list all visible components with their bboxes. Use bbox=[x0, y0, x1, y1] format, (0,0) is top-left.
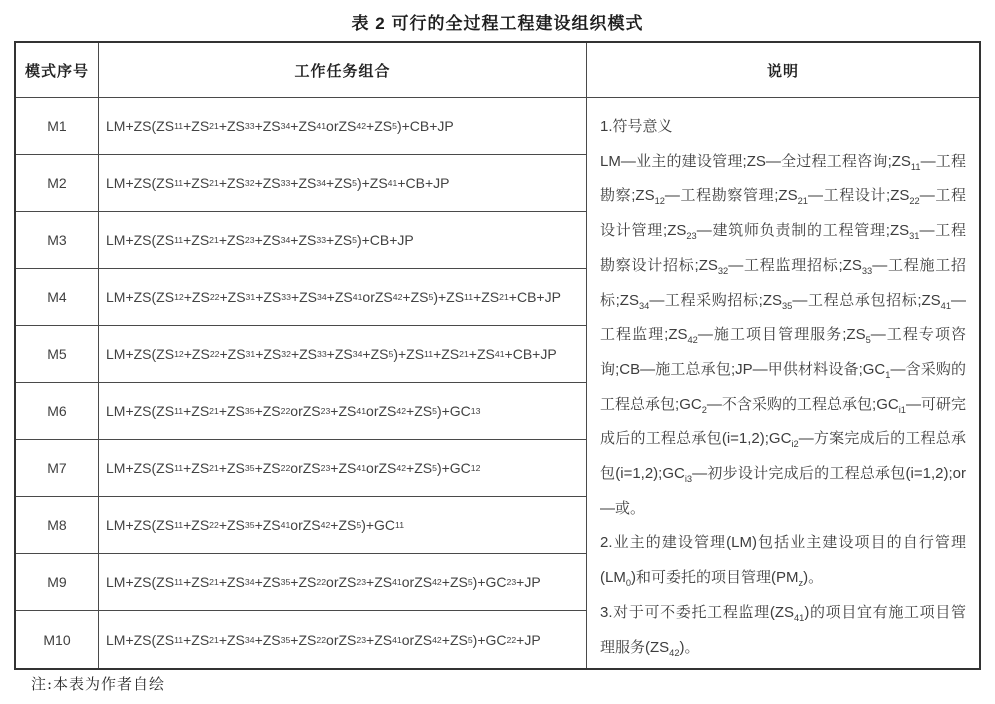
row-m4-id: M4 bbox=[16, 269, 99, 326]
row-m8-formula: LM+ZS(ZS 11 +ZS 22 +ZS 35 +ZS 41 orZS 42 +ZS 5 )+GC 11 bbox=[99, 497, 587, 554]
row-m10-id: M10 bbox=[16, 611, 99, 668]
row-m4-formula: LM+ZS(ZS 12 +ZS 22 +ZS 31 +ZS 33 +ZS 34 +ZS 41 orZS 42 +ZS 5 )+ZS 11 +ZS 21 +CB+JP bbox=[99, 269, 587, 326]
row-m9-id: M9 bbox=[16, 554, 99, 611]
row-m5-formula: LM+ZS(ZS 12 +ZS 22 +ZS 31 +ZS 32 +ZS 33 +ZS 34 +ZS 5 )+ZS 11 +ZS 21 +ZS 41 +CB+JP bbox=[99, 326, 587, 383]
note-symbol-definitions: LM—业主的建设管理;ZS—全过程工程咨询$;ZS_{11}—$工程勘察$;ZS_{12}—$工程勘察管理$;ZS_{21}—$工程设计$;ZS_{22}—$工程设计管理$;ZS_{23}—$建筑师负责制的工程管理$;ZS_{31}—$工程勘察设计招标$;ZS_{32}—$工程监理招标$;ZS_{33}—$工程施工招标$;ZS_{34}—$工程采购招标$;ZS_{35}—$工程总承包招标$;ZS_{41}—$工程监理$;ZS_{42}—$施工项目管理服务$;ZS_5—$工程专项咨询;CB—施工总承包;JP—甲供材料设备$;GC_1—$含采购的工程总承包$;GC_2—$不含采购的工程总承包$;GC_{i1}—$可研完成后的工程总承包$(i=1,2);GC_{i2}—$方案完成后的工程总承包$(i=1,2);GC_{i3}—$初步设计完成后的工程总承包(i=1,2);or—或。 bbox=[600, 152, 966, 517]
row-m1-id: M1 bbox=[16, 98, 99, 155]
row-m10-formula: LM+ZS(ZS 11 +ZS 21 +ZS 34 +ZS 35 +ZS 22 orZS 23 +ZS 41 orZS 42 +ZS 5 )+GC 22 +JP bbox=[99, 611, 587, 668]
note-symbols-heading: 1.符号意义 bbox=[600, 118, 673, 135]
table-title: 表 2 可行的全过程工程建设组织模式 bbox=[351, 14, 644, 33]
header-model-id: 模式序号 bbox=[16, 43, 99, 98]
row-m3-id: M3 bbox=[16, 212, 99, 269]
row-m2-id: M2 bbox=[16, 155, 99, 212]
row-m1-formula: LM+ZS(ZS 11 +ZS 21 +ZS 33 +ZS 34 +ZS 41 orZS 42 +ZS 5 )+CB+JP bbox=[99, 98, 587, 155]
note-owner-management: 2.业主的建设管理(LM)包括业主建设项目的自行管理$(LM_0)$和可委托的项目管理$(PM_z)$。 bbox=[600, 534, 966, 589]
row-m5-id: M5 bbox=[16, 326, 99, 383]
row-m7-id: M7 bbox=[16, 440, 99, 497]
row-m6-formula: LM+ZS(ZS 11 +ZS 21 +ZS 35 +ZS 22 orZS 23 +ZS 41 orZS 42 +ZS 5 )+GC 13 bbox=[99, 383, 587, 440]
author-footnote: 注:本表为作者自绘 bbox=[31, 675, 166, 693]
row-m9-formula: LM+ZS(ZS 11 +ZS 21 +ZS 34 +ZS 35 +ZS 22 orZS 23 +ZS 41 orZS 42 +ZS 5 )+GC 23 +JP bbox=[99, 554, 587, 611]
header-task-combination: 工作任务组合 bbox=[99, 43, 587, 98]
organization-mode-table bbox=[14, 41, 981, 670]
note-supervision: 3.对于可不委托工程监理$(ZS_{41})$的项目宜有施工项目管理服务$(ZS_{42})$。 bbox=[600, 603, 966, 658]
explanation-cell bbox=[587, 98, 979, 668]
row-m2-formula: LM+ZS(ZS 11 +ZS 21 +ZS 32 +ZS 33 +ZS 34 +ZS 5 )+ZS 41 +CB+JP bbox=[99, 155, 587, 212]
row-m6-id: M6 bbox=[16, 383, 99, 440]
row-m3-formula: LM+ZS(ZS 11 +ZS 21 +ZS 23 +ZS 34 +ZS 33 +ZS 5 )+CB+JP bbox=[99, 212, 587, 269]
row-m8-id: M8 bbox=[16, 497, 99, 554]
row-m7-formula: LM+ZS(ZS 11 +ZS 21 +ZS 35 +ZS 22 orZS 23 +ZS 41 orZS 42 +ZS 5 )+GC 12 bbox=[99, 440, 587, 497]
header-explanation: 说明 bbox=[587, 43, 979, 98]
